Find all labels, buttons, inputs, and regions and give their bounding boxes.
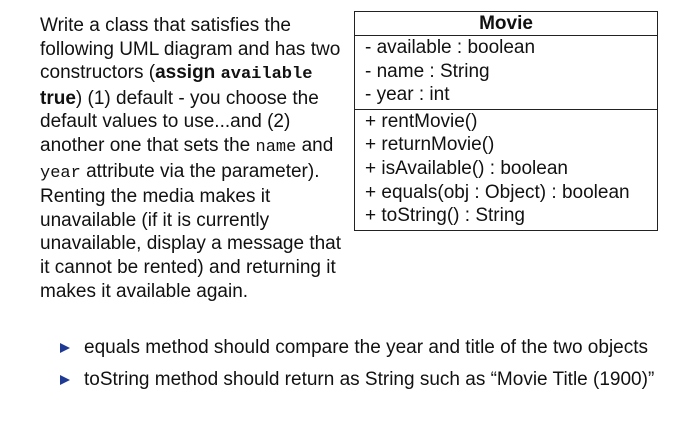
assign-keyword: assign available true [40, 62, 313, 109]
requirements-list [60, 336, 660, 399]
uml-method-returnmovie: + returnMovie() [365, 134, 495, 156]
uml-class-name: Movie [355, 12, 657, 36]
paragraph-text: ) (1) default - you choose the default values to use...and (2) another one that sets the [40, 87, 319, 156]
paragraph-text: and [296, 134, 334, 156]
triangle-bullet-icon [60, 343, 70, 353]
year-code: year [40, 163, 81, 183]
list-item [60, 336, 660, 360]
uml-method-tostring: + toString() : String [365, 205, 525, 227]
uml-method-isavailable: + isAvailable() : boolean [365, 157, 568, 179]
paragraph-text: Write a class that satisfies the following UML diagram and has two constructors ( [40, 15, 341, 84]
available-code: available [220, 65, 313, 85]
bullet-text-tostring: toString method should return as String such as “Movie Title (1900)” [84, 368, 655, 390]
name-code: name [255, 137, 297, 157]
list-item [60, 368, 660, 392]
uml-methods [355, 109, 657, 230]
uml-attribute-available: - available : boolean [365, 37, 536, 58]
uml-attribute-year: - year : int [365, 84, 450, 106]
triangle-bullet-icon [60, 375, 70, 385]
uml-method-rentmovie: + rentMovie() [365, 110, 478, 132]
paragraph-text: attribute via the parameter). Renting the media makes it unavailable (if it is currently unavailable, display a message that it cannot be rented) and returning it makes it available again. [40, 160, 342, 302]
uml-attribute-name: - name : String [365, 60, 490, 82]
true-keyword: true [40, 87, 76, 109]
instructions-paragraph [40, 14, 352, 303]
uml-method-equals: + equals(obj : Object) : boolean [365, 181, 630, 203]
bullet-text-equals: equals method should compare the year and title of the two objects [84, 337, 649, 358]
uml-class-diagram [354, 11, 658, 231]
uml-attributes [355, 36, 657, 109]
